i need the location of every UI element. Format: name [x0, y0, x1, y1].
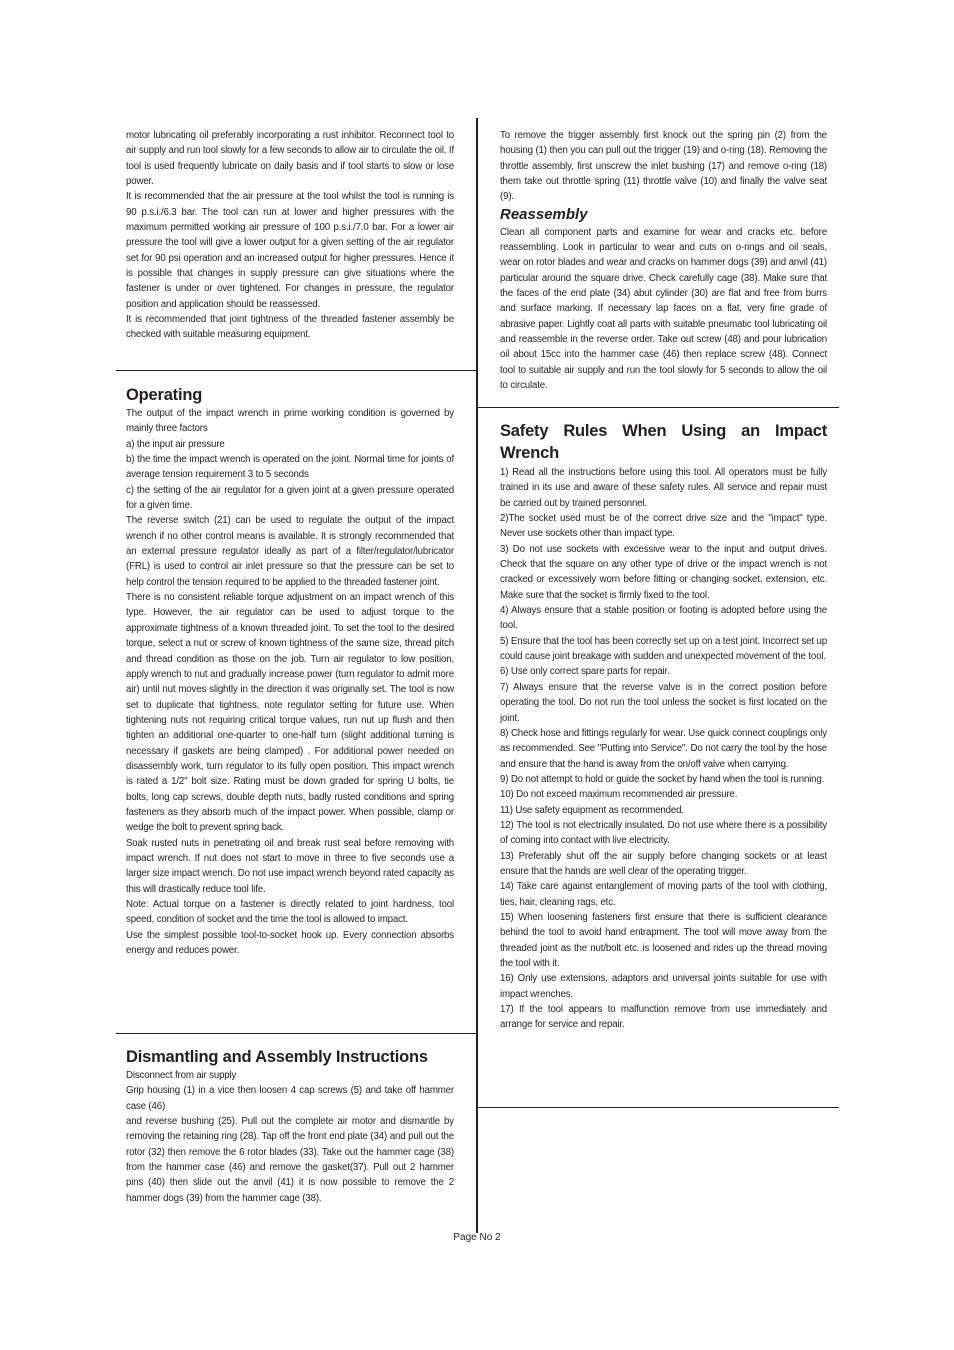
safety-rule: 3) Do not use sockets with excessive wear to the input and output drives. Check that the square on any other type of drive or the impact wrench is not cracked or excessively worn before fitting or changing socket, extension, etc. Make sure that the socket is firmly fixed to the tool. — [500, 543, 827, 601]
safety-rule: 5) Ensure that the tool has been correctly set up on a test joint. Incorrect set up could cause joint breakage with sudden and unexpected movement of the tool. — [500, 635, 827, 663]
safety-rule: 6) Use only correct spare parts for repair. — [500, 666, 670, 678]
section-rule-safety — [478, 407, 839, 408]
intro-section — [126, 128, 454, 343]
operating-paragraph: There is no consistent reliable torque adjustment on an impact wrench of this type. However, the air regulator can be used to adjust torque to the approximate tightness of a known threaded joint. To set the tool to the desired torque, select a nut or screw of known tightness of the same size, thread pitch and thread condition as those on the job. Turn air regulator to low position, apply wrench to nut and gradually increase power (turn regulator to admit more air) until nut moves slightly in the direction it was originally set. The tool is now set to duplicate that tightness, note regulator setting for future use. When tightening nuts not requiring critical torque values, run nut up flush and then tighten an additional one-quarter to one-half turn (slight additional turning is necessary if gaskets are being clamped) . For additional power needed on disassembly work, turn regulator to its fully open position. This impact wrench is rated a 1/2" bolt size. Rating must be down graded for spring U bolts, tie bolts, long cap screws, double depth nuts, badly rusted conditions and spring fasteners as they absorb much of the impact power. When possible, clamp or wedge the bolt to prevent spring back. — [126, 592, 454, 834]
safety-section — [500, 420, 827, 1033]
safety-rule: 4) Always ensure that a stable position or footing is adopted before using the tool. — [500, 605, 827, 632]
trigger-paragraph: To remove the trigger assembly first knock out the spring pin (2) from the housing (1) then you can pull out the trigger (19) and o-ring (18). Removing the throttle assembly, first unscrew the inlet bushing (17) and remove o-ring (18) them take out throttle spring (11) throttle valve (10) and finally the valve seat (9). — [500, 130, 827, 203]
operating-paragraph: c) the setting of the air regulator for a given joint at a given pressure operated for a given time. — [126, 484, 454, 512]
operating-heading: Operating — [126, 386, 203, 404]
safety-rule: 2)The socket used must be of the correct drive size and the "impact" type. Never use sockets other than impact type. — [500, 513, 827, 540]
dismantling-section — [126, 1046, 454, 1206]
safety-rule: 17) If the tool appears to malfunction remove from use immediately and arrange for service and repair. — [500, 1004, 827, 1031]
section-rule-end — [478, 1107, 839, 1108]
intro-paragraph: It is recommended that joint tightness of the threaded fastener assembly be checked with suitable measuring equipment. — [126, 314, 454, 341]
right-column — [500, 128, 827, 1031]
dismantling-heading: Dismantling and Assembly Instructions — [126, 1048, 428, 1066]
left-column — [126, 128, 454, 1204]
operating-paragraph: Note: Actual torque on a fastener is directly related to joint hardness, tool speed, condition of socket and the time the tool is allowed to impact. — [126, 899, 454, 926]
column-divider — [476, 118, 478, 1233]
dismantling-paragraph: and reverse bushing (25). Pull out the complete air motor and dismantle by removing the retaining ring (28). Tap off the front end plate (34) and pull out the rotor (32) then remove the 6 rotor blades (33). Take out the hammer cage (38) from the hammer case (46) and remove the gasket(37). Pull out 2 hammer pins (40) then slide out the anvil (41) it is now possible to remove the 2 hammer dogs (39) from the hammer cage (38). — [126, 1116, 454, 1204]
operating-paragraph: Soak rusted nuts in penetrating oil and break rust seal before removing with impact wrench. If nut does not start to move in three to five seconds use a larger size impact wrench. Do not use impact wrench beyond rated capacity as this will drastically reduce tool life. — [126, 837, 454, 895]
dismantling-paragraph: Disconnect from air supply — [126, 1070, 237, 1081]
safety-rule: 9) Do not attempt to hold or guide the socket by hand when the tool is running. — [500, 773, 825, 785]
operating-paragraph: The reverse switch (21) can be used to regulate the output of the impact wrench if no other control means is available. It is strongly recommended that an external pressure regulator ideally as part of a filter/regulator/lubricator (FRL) is used to control air inlet pressure so that the pressure can be set to help control the tension required to be applied to the threaded fastener joint. — [126, 515, 454, 588]
safety-rule: 1) Read all the instructions before using this tool. All operators must be fully trained in its use and aware of these safety rules. All service and repair must be carried out by trained personnel. — [500, 467, 827, 509]
intro-paragraph: It is recommended that the air pressure at the tool whilst the tool is running is 90 p.s.i./6.3 bar. The tool can run at lower and higher pressures with the maximum permitted working air pressure of 100 p.s.i./7.0 bar. For a lower air pressure the tool will give a lower output for a given setting of the air regulator set for 90 psi operation and an increased output for higher pressures. Hence it is possible that changes in supply pressure can give situations where the fastener is under or over tightened. For changes in pressure, the regulator position and application should be reassessed. — [126, 191, 454, 310]
safety-rule: 8) Check hose and fittings regularly for wear. Use quick connect couplings only as recommended. See "Putting into Service". Do not carry the tool by the hose and ensure that the hand is away from the on/off valve when carrying. — [500, 727, 827, 770]
section-rule-operating — [116, 370, 476, 371]
safety-rule: 10) Do not exceed maximum recommended air pressure. — [500, 789, 738, 801]
safety-heading: Safety Rules When Using an Impact Wrench — [500, 422, 827, 462]
reassembly-heading: Reassembly — [500, 205, 588, 223]
page-number: Page No 2 — [453, 1232, 501, 1243]
reassembly-paragraph: Clean all component parts and examine for wear and cracks etc. before reassembling. Look in particular to wear and cuts on o-rings and oil seals, wear on rotor blades and wear and cracks on hammer dogs (39) and anvil (41) particular around the square drive. Check carefully cage (38). Make sure that the faces of the end plate (34) abut cylinder (30) are flat and free from burrs and surface marking. If necessary lap faces on a flat, very fine grade of abrasive paper. Lightly coat all parts with suitable pneumatic tool lubricating oil and reassemble in the reverse order. Take out screw (48) and pour lubrication oil about 15cc into the hammer case (46) then replace screw (48). Connect tool to suitable air supply and run the tool slowly for 5 seconds to allow the oil to circulate. — [500, 226, 827, 392]
safety-rule: 11) Use safety equipment as recommended. — [500, 804, 684, 816]
dismantling-paragraph: Grip housing (1) in a vice then loosen 4 cap screws (5) and take off hammer case (46) — [126, 1085, 454, 1112]
operating-paragraph: The output of the impact wrench in prime working condition is governed by mainly three factors — [126, 408, 454, 435]
safety-rule: 12) The tool is not electrically insulated. Do not use where there is a possibility of coming into contact with live electricity. — [500, 819, 827, 847]
operating-paragraph: Use the simplest possible tool-to-socket hook up. Every connection absorbs energy and reduces power. — [126, 929, 454, 957]
operating-section — [126, 384, 454, 958]
safety-rules-list — [500, 465, 827, 1033]
safety-rule: 14) Take care against entanglement of moving parts of the tool with clothing, ties, hair, cleaning rags, etc. — [500, 881, 827, 908]
safety-rule: 15) When loosening fasteners first ensure that there is sufficient clearance behind the tool to avoid hand entrapment. The tool will move away from the threaded joint as the nut/bolt etc. is loosened and rides up the thread moving the tool with it. — [500, 911, 827, 969]
section-rule-dismantling — [116, 1033, 476, 1034]
safety-rule: 16) Only use extensions, adaptors and universal joints suitable for use with impact wrenches. — [500, 973, 827, 1000]
intro-paragraph: motor lubricating oil preferably incorporating a rust inhibitor. Reconnect tool to air supply and run tool slowly for a few seconds to allow air to circulate the oil. If tool is used frequently lubricate on daily basis and if tool starts to slow or lose power. — [126, 130, 454, 188]
safety-rule: 13) Preferably shut off the air supply before changing sockets or at least ensure that the hands are well clear of the operating trigger. — [500, 850, 827, 877]
operating-paragraph: b) the time the impact wrench is operated on the joint. Normal time for joints of average tension requirement 3 to 5 seconds — [126, 454, 454, 481]
safety-rule: 7) Always ensure that the reverse valve is in the correct position before operating the tool. Do not run the tool unless the socket is first located on the joint. — [500, 681, 827, 724]
operating-paragraph: a) the input air pressure — [126, 438, 225, 450]
